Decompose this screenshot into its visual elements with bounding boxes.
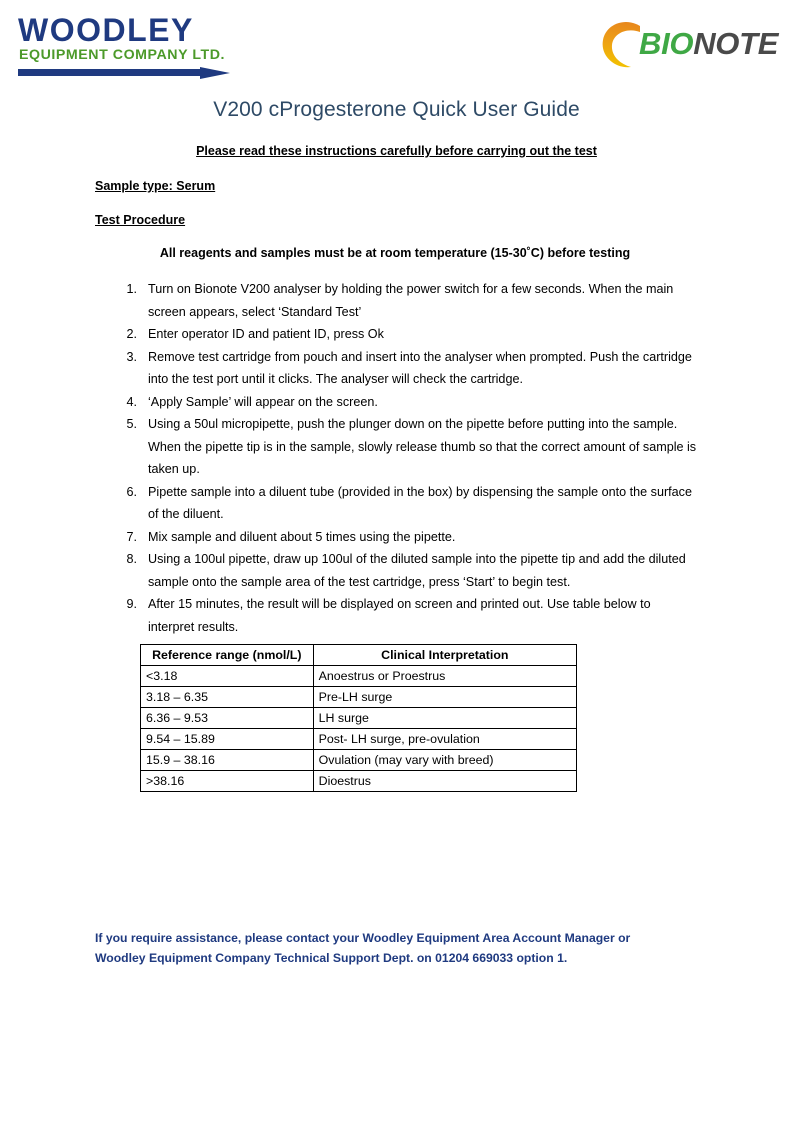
table-header: [141, 645, 577, 666]
step-number: 1.: [126, 282, 137, 296]
cell-reference-range: 9.54 – 15.89: [141, 729, 314, 750]
step-number: 7.: [126, 529, 137, 544]
arrow-bar: [18, 69, 204, 76]
step-text: Mix sample and diluent about 5 times using the pipette.: [148, 529, 456, 544]
procedure-step: [117, 481, 697, 526]
step-text: Remove test cartridge from pouch and insert into the analyser when prompted. Push the cartridge into the test port until it clicks. The analyser will check the cartridge.: [148, 349, 692, 386]
cell-reference-range: 15.9 – 38.16: [141, 750, 314, 771]
bionote-wordmark: [639, 27, 778, 61]
cell-clinical-interpretation: LH surge: [313, 708, 576, 729]
procedure-step: [117, 323, 697, 346]
procedure-step: [117, 391, 697, 414]
arrow-head: [200, 67, 230, 79]
step-number: 6.: [126, 484, 137, 499]
test-procedure-steps: [117, 278, 697, 638]
bionote-word-note: NOTE: [693, 26, 779, 61]
cell-reference-range: <3.18: [141, 666, 314, 687]
table-row: [141, 708, 577, 729]
cell-reference-range: >38.16: [141, 771, 314, 792]
column-header-clinical-interpretation: Clinical Interpretation: [313, 645, 576, 666]
table-row: [141, 729, 577, 750]
cell-clinical-interpretation: Post- LH surge, pre-ovulation: [313, 729, 576, 750]
step-text: Enter operator ID and patient ID, press Ok: [148, 327, 384, 341]
procedure-step: [117, 526, 697, 549]
procedure-step: [117, 278, 697, 323]
cell-clinical-interpretation: Ovulation (may vary with breed): [313, 750, 576, 771]
procedure-step: [117, 593, 697, 638]
procedure-step: [117, 548, 697, 593]
woodley-arrow-icon: [18, 67, 230, 80]
step-number: 4.: [126, 394, 137, 409]
table-body: [141, 666, 577, 792]
reagents-temperature-note: All reagents and samples must be at room temperature (15-30˚C) before testing: [159, 246, 631, 260]
footer-assistance-note: If you require assistance, please contact your Woodley Equipment Area Account Manager or Woodley Equipment Company Technical Support Dept. on 01204 669033 option 1.: [95, 931, 631, 965]
table-row: [141, 687, 577, 708]
cell-clinical-interpretation: Pre-LH surge: [313, 687, 576, 708]
step-text: ‘Apply Sample’ will appear on the screen.: [148, 394, 378, 409]
column-header-reference-range: Reference range (nmol/L): [141, 645, 314, 666]
document-header: [0, 0, 793, 88]
cell-clinical-interpretation: Anoestrus or Proestrus: [313, 666, 576, 687]
woodley-equipment-logo: [18, 14, 244, 76]
procedure-step: [117, 346, 697, 391]
step-number: 3.: [126, 349, 137, 364]
woodley-logo-tagline: EQUIPMENT COMPANY LTD.: [19, 47, 225, 63]
step-text: Turn on Bionote V200 analyser by holding the power switch for a few seconds. When the main screen appears, select ‘Standard Test’: [148, 282, 674, 319]
step-text: Using a 50ul micropipette, push the plunger down on the pipette before putting into the sample. When the pipette tip is in the sample, slowly release thumb so that the correct amount of sample is taken up.: [148, 417, 697, 476]
cell-clinical-interpretation: Dioestrus: [313, 771, 576, 792]
step-text: Pipette sample into a diluent tube (provided in the box) by dispensing the sample onto the surface of the diluent.: [148, 484, 692, 521]
step-number: 9.: [126, 597, 137, 611]
table-row: [141, 666, 577, 687]
reference-range-table: [140, 644, 577, 792]
step-number: 8.: [126, 552, 137, 566]
page-title: V200 cProgesterone Quick User Guide: [213, 98, 580, 121]
sample-type-heading: Sample type: Serum: [95, 179, 216, 193]
cell-reference-range: 6.36 – 9.53: [141, 708, 314, 729]
procedure-step: [117, 413, 697, 481]
step-text: After 15 minutes, the result will be displayed on screen and printed out. Use table below to interpret results.: [148, 597, 651, 634]
woodley-logo-wordmark: WOODLEY: [18, 12, 194, 48]
bionote-logo: [599, 16, 779, 74]
step-number: 5.: [126, 417, 137, 431]
document-subtitle: Please read these instructions carefully before carrying out the test: [196, 144, 597, 158]
cell-reference-range: 3.18 – 6.35: [141, 687, 314, 708]
step-text: Using a 100ul pipette, draw up 100ul of the diluted sample into the pipette tip and add the diluted sample onto the sample area of the test cartridge, press ‘Start’ to begin test.: [148, 552, 686, 589]
step-number: 2.: [126, 327, 137, 341]
table-header-row: [141, 645, 577, 666]
table-row: [141, 750, 577, 771]
test-procedure-heading: Test Procedure: [95, 213, 186, 227]
table-row: [141, 771, 577, 792]
bionote-word-bio: BIO: [639, 26, 694, 61]
